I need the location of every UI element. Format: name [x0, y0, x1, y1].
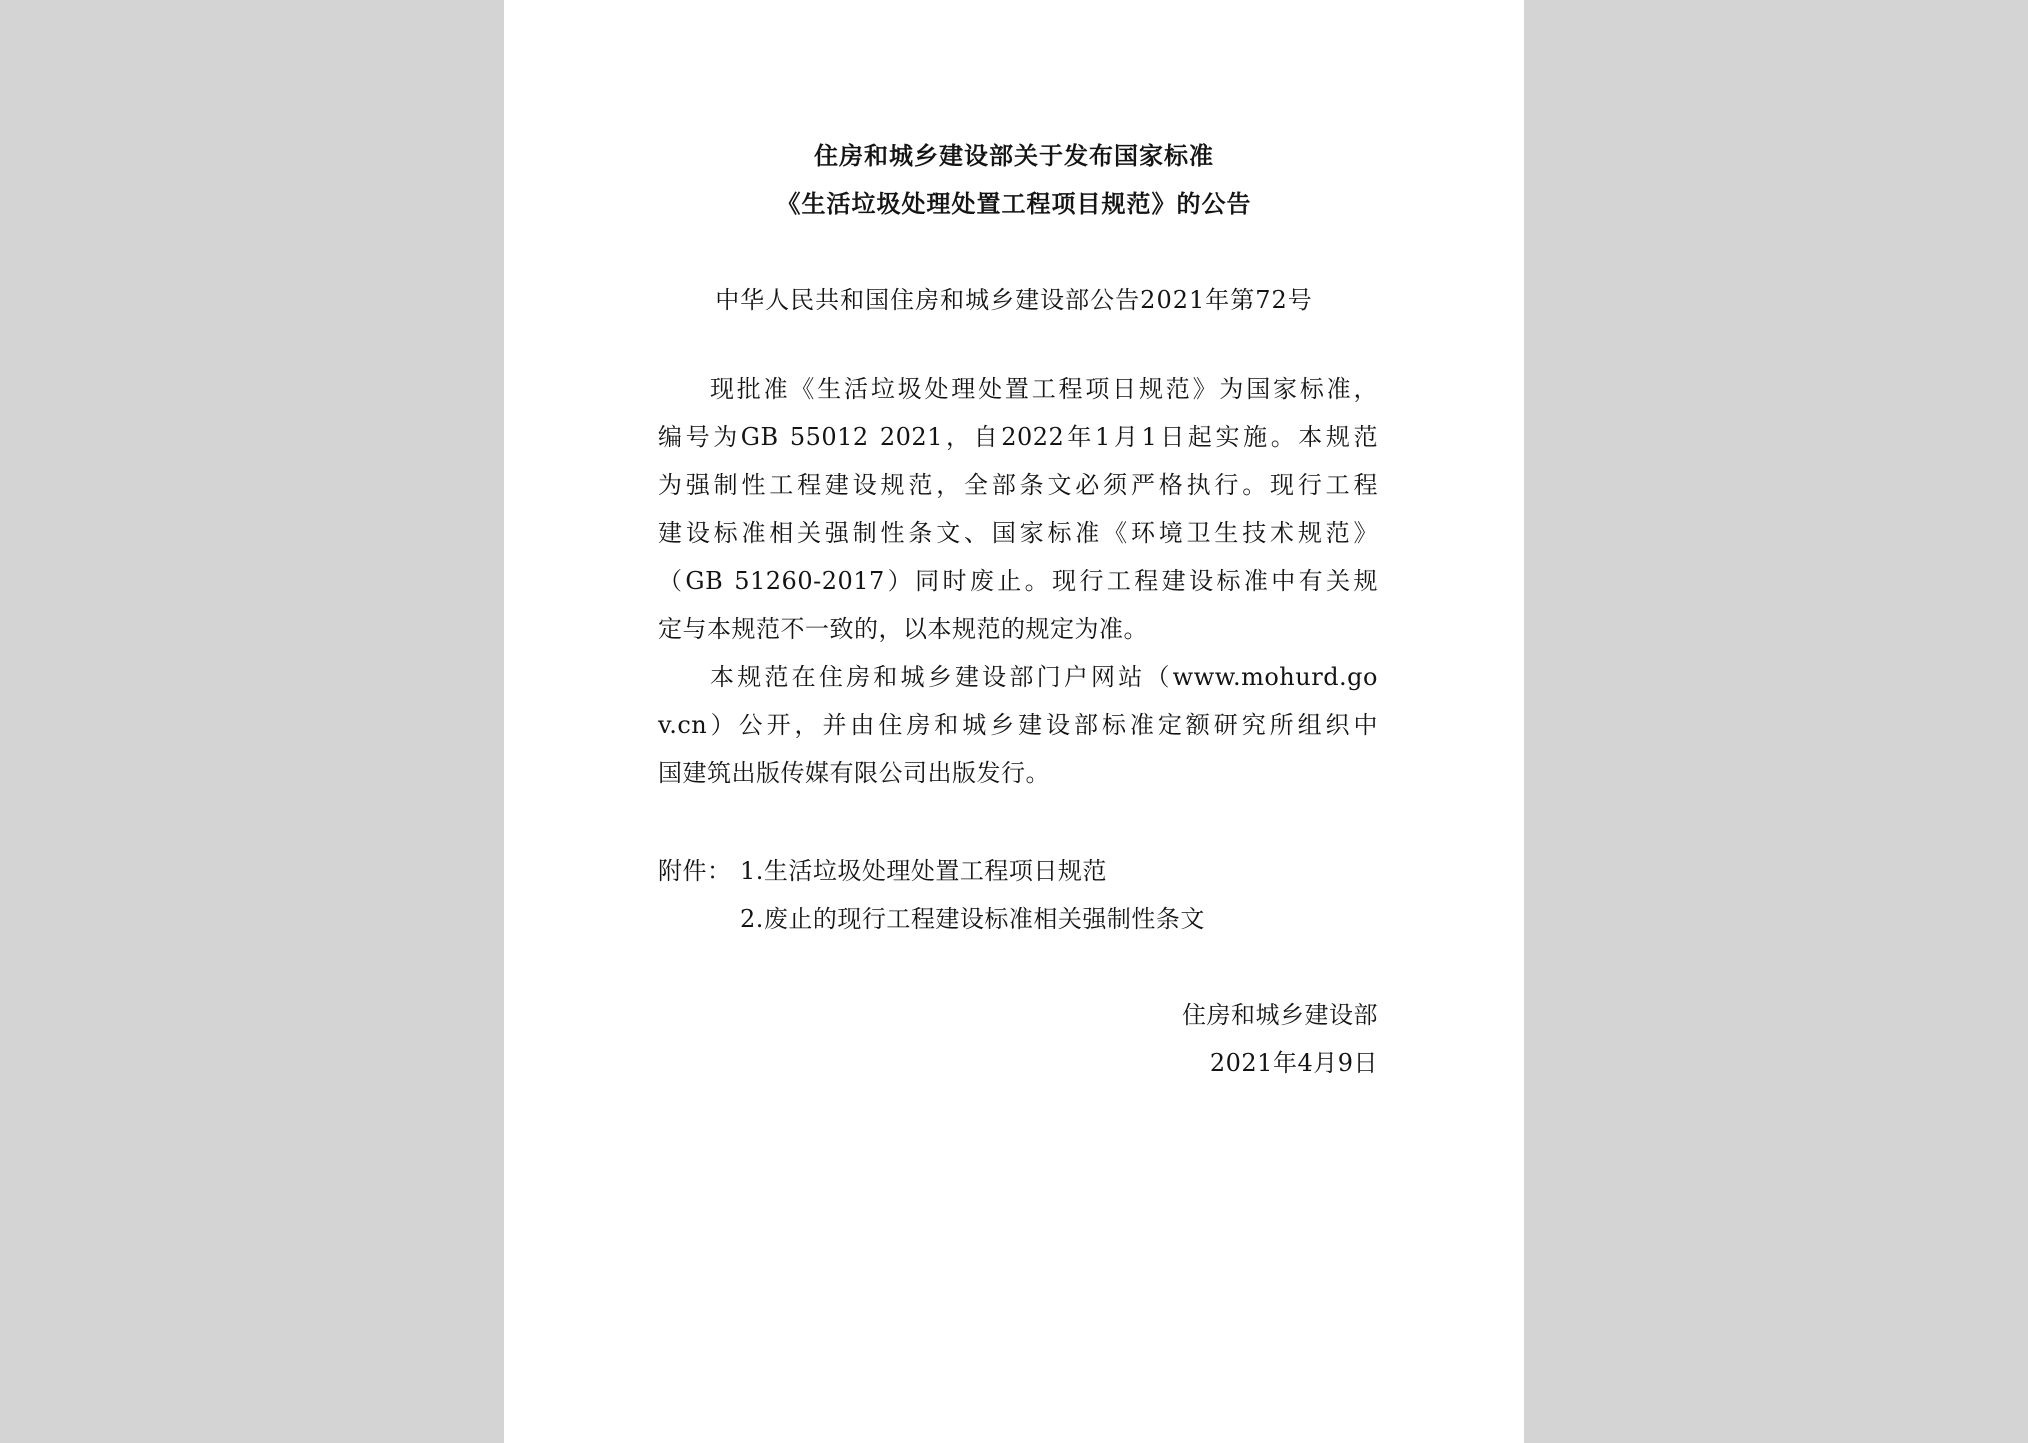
signature-org: 住房和城乡建设部 — [1182, 1001, 1378, 1029]
body-line: 定与本规范不一致的，以本规范的规定为准。 — [658, 615, 1148, 643]
title-line-1: 住房和城乡建设部关于发布国家标准 — [814, 142, 1214, 170]
attachment-item: 2.废止的现行工程建设标准相关强制性条文 — [740, 905, 1205, 933]
title-line-2: 《生活垃圾处理处置工程项目规范》的公告 — [776, 190, 1252, 218]
body-line: v.cn）公开，并由住房和城乡建设部标准定额研究所组织中 — [658, 711, 1378, 739]
body-line: 本规范在住房和城乡建设部门户网站（www.mohurd.go — [710, 663, 1378, 691]
body-line: 国建筑出版传媒有限公司出版发行。 — [658, 759, 1050, 787]
body-line: 建设标准相关强制性条文、国家标准《环境卫生技术规范》 — [658, 519, 1378, 547]
signature-date: 2021年4月9日 — [1209, 1049, 1378, 1077]
body-line: （GB 51260-2017）同时废止。现行工程建设标准中有关规 — [658, 567, 1378, 595]
body-line: 编号为GB 55012 2021，自2022年1月1日起实施。本规范 — [658, 423, 1378, 451]
document-number: 中华人民共和国住房和城乡建设部公告2021年第72号 — [715, 286, 1313, 314]
attachment-item: 1.生活垃圾处理处置工程项日规范 — [740, 857, 1107, 885]
body-line: 现批准《生活垃圾处理处置工程项日规范》为国家标准， — [710, 375, 1378, 403]
document-page — [504, 0, 1524, 1443]
body-line: 为强制性工程建设规范，全部条文必须严格执行。现行工程 — [658, 471, 1378, 499]
attachments-label: 附件： — [658, 857, 732, 885]
